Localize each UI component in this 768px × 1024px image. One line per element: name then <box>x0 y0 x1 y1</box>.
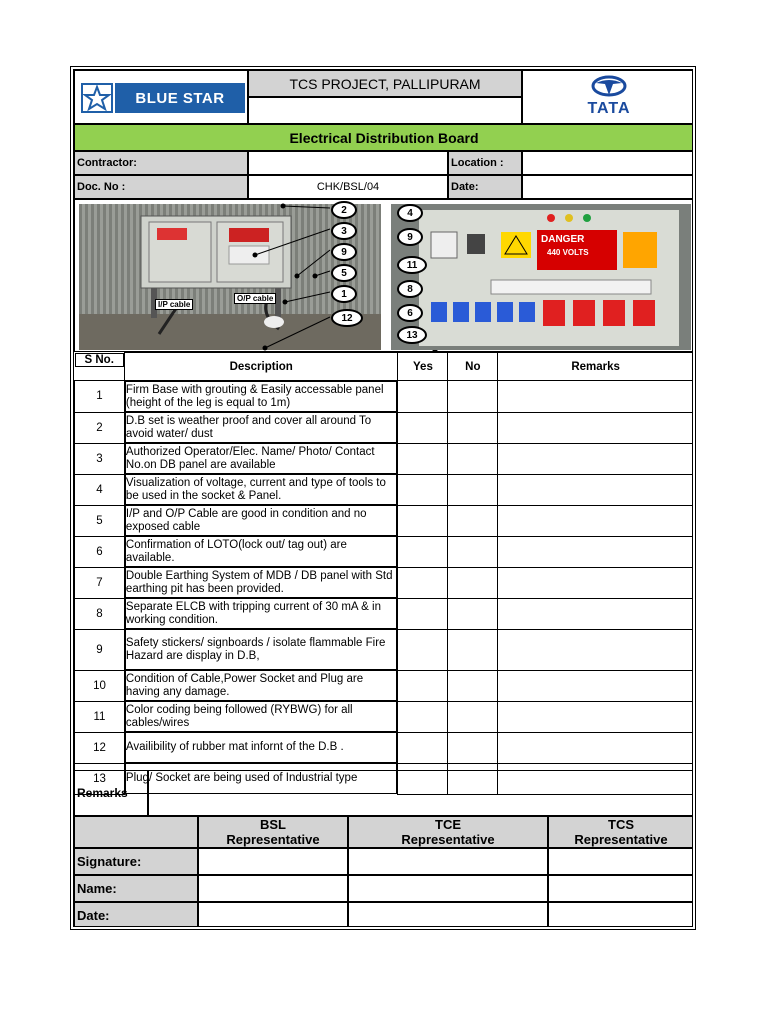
table-row <box>75 732 694 763</box>
callout-9-right: 9 <box>397 228 423 246</box>
row-description: Color coding being followed (RYBWG) for all cables/wires <box>125 701 398 732</box>
row-yes-cell[interactable] <box>398 701 448 732</box>
row-yes-cell[interactable] <box>398 598 448 629</box>
table-row <box>75 381 694 413</box>
row-sno: 6 <box>75 536 125 567</box>
table-header-row <box>75 353 694 381</box>
signature-label: Signature: <box>74 848 198 875</box>
location-label: Location : <box>448 151 522 175</box>
bsl-date-field[interactable] <box>198 902 348 927</box>
tcs-name-field[interactable] <box>548 875 693 902</box>
location-value <box>522 151 693 175</box>
header-yes: Yes <box>398 353 448 381</box>
bsl-header-line1: BSL <box>260 817 286 832</box>
row-sno: 1 <box>75 381 125 413</box>
callout-8: 8 <box>397 280 423 298</box>
remarks-label: Remarks <box>74 770 148 816</box>
row-description: Visualization of voltage, current and type of tools to be used in the socket & Panel. <box>125 474 398 505</box>
row-sno: 10 <box>75 670 125 701</box>
tce-header-line2: Representative <box>401 832 495 847</box>
bluestar-star-icon <box>81 83 113 113</box>
row-remarks-cell[interactable] <box>498 505 693 536</box>
row-no-cell[interactable] <box>448 536 498 567</box>
row-no-cell[interactable] <box>448 701 498 732</box>
header-remarks: Remarks <box>498 353 693 381</box>
bluestar-logo-cell <box>74 70 248 124</box>
ip-cable-label: I/P cable <box>155 299 193 310</box>
row-yes-cell[interactable] <box>398 629 448 670</box>
bluestar-wordmark: BLUE STAR <box>115 83 245 113</box>
row-description: Condition of Cable,Power Socket and Plug are having any damage. <box>125 670 398 701</box>
row-remarks-cell[interactable] <box>498 670 693 701</box>
row-no-cell[interactable] <box>448 732 498 763</box>
row-sno: 11 <box>75 701 125 732</box>
tata-wordmark: TATA <box>587 100 631 117</box>
op-cable-label: O/P cable <box>234 293 276 304</box>
callout-9-left: 9 <box>331 243 357 261</box>
row-no-cell[interactable] <box>448 412 498 443</box>
table-row <box>75 629 694 670</box>
row-yes-cell[interactable] <box>398 567 448 598</box>
row-description: Double Earthing System of MDB / DB panel with Std earthing pit has been provided. <box>125 567 398 598</box>
tata-logo-cell <box>522 70 693 124</box>
tce-representative-header <box>348 816 548 848</box>
callout-1: 1 <box>331 285 357 303</box>
row-remarks-cell[interactable] <box>498 598 693 629</box>
row-sno: 7 <box>75 567 125 598</box>
row-remarks-cell[interactable] <box>498 474 693 505</box>
callout-3: 3 <box>331 222 357 240</box>
callout-4: 4 <box>397 204 423 222</box>
row-yes-cell[interactable] <box>398 381 448 413</box>
callout-12: 12 <box>331 309 363 327</box>
form-title: Electrical Distribution Board <box>74 124 693 151</box>
row-no-cell[interactable] <box>448 443 498 474</box>
row-remarks-cell[interactable] <box>498 629 693 670</box>
doc-no-label: Doc. No : <box>74 175 248 199</box>
bsl-name-field[interactable] <box>198 875 348 902</box>
project-subtitle-empty <box>248 97 522 124</box>
tcs-date-field[interactable] <box>548 902 693 927</box>
photo-panel <box>74 199 693 352</box>
row-description: Safety stickers/ signboards / isolate flammable Fire Hazard are display in D.B, <box>125 629 398 670</box>
tcs-header-line2: Representative <box>574 832 668 847</box>
callout-13: 13 <box>397 326 427 344</box>
table-row <box>75 412 694 443</box>
row-remarks-cell[interactable] <box>498 701 693 732</box>
row-yes-cell[interactable] <box>398 732 448 763</box>
row-yes-cell[interactable] <box>398 412 448 443</box>
project-title: TCS PROJECT, PALLIPURAM <box>248 70 522 97</box>
callout-6: 6 <box>397 304 423 322</box>
contractor-label: Contractor: <box>74 151 248 175</box>
bsl-representative-header <box>198 816 348 848</box>
tce-name-field[interactable] <box>348 875 548 902</box>
row-yes-cell[interactable] <box>398 536 448 567</box>
row-no-cell[interactable] <box>448 381 498 413</box>
row-description: I/P and O/P Cable are good in condition and no exposed cable <box>125 505 398 536</box>
row-sno: 13 <box>75 763 125 794</box>
table-row <box>75 505 694 536</box>
tcs-signature-field[interactable] <box>548 848 693 875</box>
callout-11: 11 <box>397 256 427 274</box>
row-remarks-cell[interactable] <box>498 381 693 413</box>
table-row <box>75 474 694 505</box>
row-description: Availibility of rubber mat infornt of the D.B . <box>125 732 398 763</box>
tcs-representative-header <box>548 816 693 848</box>
row-sno: 5 <box>75 505 125 536</box>
row-yes-cell[interactable] <box>398 505 448 536</box>
row-sno: 9 <box>75 629 125 670</box>
row-no-cell[interactable] <box>448 505 498 536</box>
row-sno: 3 <box>75 443 125 474</box>
doc-no-value: CHK/BSL/04 <box>248 175 448 199</box>
table-row <box>75 670 694 701</box>
row-sno: 2 <box>75 412 125 443</box>
row-remarks-cell[interactable] <box>498 443 693 474</box>
signoff-corner <box>74 816 198 848</box>
tce-header-line1: TCE <box>435 817 461 832</box>
bsl-header-line2: Representative <box>226 832 320 847</box>
bsl-signature-field[interactable] <box>198 848 348 875</box>
danger-sign-text: DANGER <box>541 234 585 245</box>
table-row <box>75 567 694 598</box>
db-panel-photo-illustration <box>391 204 691 350</box>
row-yes-cell[interactable] <box>398 670 448 701</box>
row-no-cell[interactable] <box>448 598 498 629</box>
checklist-sheet <box>70 66 696 930</box>
row-sno: 4 <box>75 474 125 505</box>
row-description: D.B set is weather proof and cover all around To avoid water/ dust <box>125 412 398 443</box>
header-no: No <box>448 353 498 381</box>
row-remarks-cell[interactable] <box>498 567 693 598</box>
row-no-cell[interactable] <box>448 474 498 505</box>
checklist-inner <box>73 69 693 927</box>
table-row <box>75 701 694 732</box>
row-sno: 8 <box>75 598 125 629</box>
table-row <box>75 536 694 567</box>
row-description: Confirmation of LOTO(lock out/ tag out) are available. <box>125 536 398 567</box>
tce-date-field[interactable] <box>348 902 548 927</box>
db-panel-photo <box>391 204 691 350</box>
tata-emblem-icon <box>591 75 627 97</box>
row-remarks-cell[interactable] <box>498 536 693 567</box>
row-remarks-cell[interactable] <box>498 732 693 763</box>
row-description: Separate ELCB with tripping current of 30 mA & in working condition. <box>125 598 398 629</box>
remarks-field[interactable] <box>148 770 693 816</box>
row-no-cell[interactable] <box>448 567 498 598</box>
row-no-cell[interactable] <box>448 629 498 670</box>
table-row <box>75 598 694 629</box>
row-description: Authorized Operator/Elec. Name/ Photo/ Contact No.on DB panel are available <box>125 443 398 474</box>
contractor-value <box>248 151 448 175</box>
name-label: Name: <box>74 875 198 902</box>
checklist-table <box>74 352 693 795</box>
row-yes-cell[interactable] <box>398 443 448 474</box>
row-description: Plug/ Socket are being used of Industrial type <box>125 763 398 794</box>
row-remarks-cell[interactable] <box>498 412 693 443</box>
row-yes-cell[interactable] <box>398 474 448 505</box>
callout-2: 2 <box>331 201 357 219</box>
row-no-cell[interactable] <box>448 670 498 701</box>
row-sno: 12 <box>75 732 125 763</box>
header-sno: S No. <box>75 353 124 367</box>
date-label: Date: <box>448 175 522 199</box>
tcs-header-line1: TCS <box>608 817 634 832</box>
date-value <box>522 175 693 199</box>
header-description: Description <box>124 353 398 381</box>
tce-signature-field[interactable] <box>348 848 548 875</box>
callout-5: 5 <box>331 264 357 282</box>
row-description: Firm Base with grouting & Easily accessable panel (height of the leg is equal to 1m) <box>125 381 398 412</box>
table-row <box>75 443 694 474</box>
danger-sign-volts: 440 VOLTS <box>547 248 589 257</box>
signoff-date-label: Date: <box>74 902 198 927</box>
